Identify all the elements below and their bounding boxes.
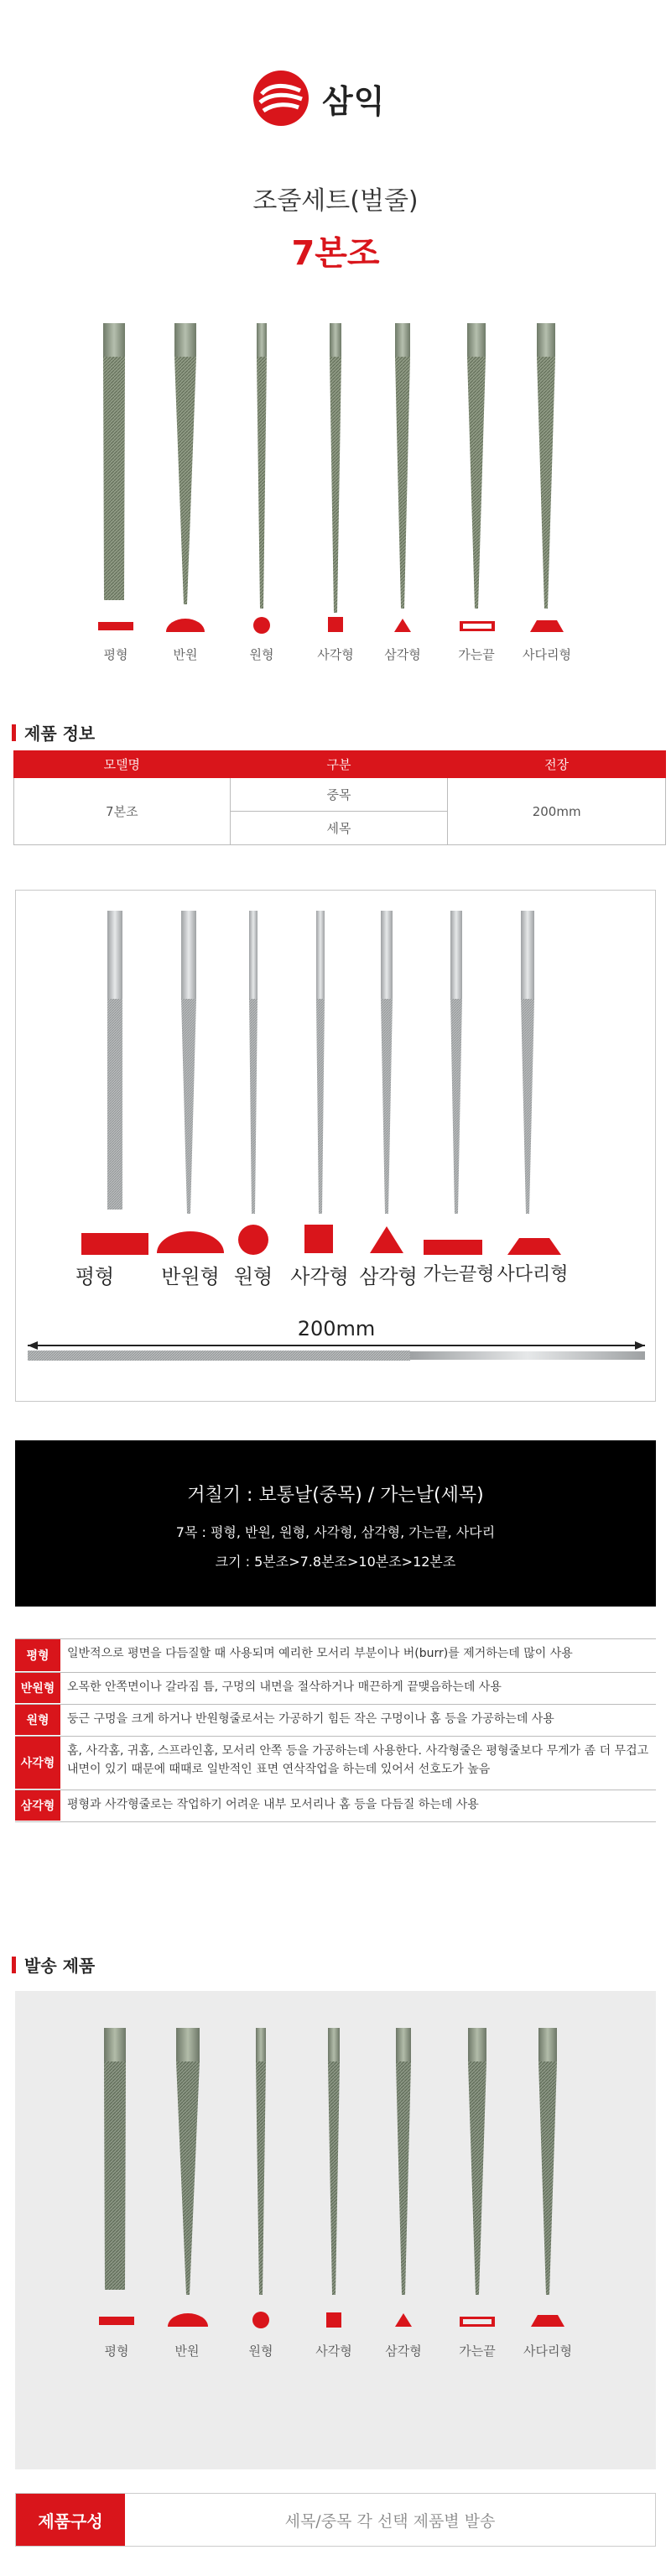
photo-shape-label: 삼각형 <box>359 1265 418 1288</box>
description-key: 반원형 <box>15 1673 60 1704</box>
description-text: 평형과 사각형줄로는 작업하기 어려운 내부 모서리나 홈 등을 다듬질 하는데 사용 <box>67 1798 479 1811</box>
square-shape-icon <box>328 617 343 632</box>
section-accent-bar <box>12 1957 16 1973</box>
shipping-file-drawing <box>15 1991 656 2469</box>
photo-file-flat <box>107 911 122 1210</box>
shape-label: 반원 <box>173 647 198 662</box>
shipping-section-heading <box>12 1952 95 1977</box>
description-key: 삼각형 <box>15 1790 60 1821</box>
trapezoid-shape-icon <box>531 2315 564 2327</box>
file-knife <box>467 323 486 609</box>
flat-shape-icon <box>81 1233 148 1255</box>
trapezoid-shape-icon <box>507 1238 561 1255</box>
spec-section-heading <box>12 720 95 745</box>
photo-file-half-round <box>181 911 196 1214</box>
description-key: 원형 <box>15 1705 60 1736</box>
photo-file-trapezoid <box>521 911 534 1214</box>
photo-shape-label: 가는끝형 <box>423 1264 495 1285</box>
ship-file-knife <box>468 2028 486 2295</box>
composition-key: 제품구성 <box>16 2494 125 2546</box>
photo-shape-label: 반원형 <box>161 1265 220 1288</box>
long-file-toothed <box>28 1351 410 1361</box>
section-accent-bar <box>12 724 16 741</box>
ship-shape-label: 사다리형 <box>523 2343 572 2359</box>
shape-label: 사각형 <box>317 647 354 662</box>
triangle-shape-icon <box>395 2313 412 2327</box>
spec-grade-cell: 중목 <box>230 778 448 812</box>
brand-name: 삼익 <box>322 82 386 120</box>
file-triangle <box>395 323 410 609</box>
ship-file-square <box>328 2028 340 2295</box>
spec-header-grade: 구분 <box>230 751 448 778</box>
shipping-section-title: 발송 제품 <box>24 1956 96 1976</box>
description-row <box>15 1705 656 1737</box>
samik-logo-icon <box>252 69 310 128</box>
description-text: 오목한 안쪽면이나 갈라짐 틈, 구멍의 내면을 절삭하거나 매끈하게 끝맺음하는데 사용 <box>67 1680 502 1694</box>
shape-label: 사다리형 <box>523 647 571 662</box>
product-composition-row <box>15 2493 656 2547</box>
file-round <box>257 323 267 609</box>
square-shape-icon <box>304 1225 333 1253</box>
description-key: 평형 <box>15 1639 60 1672</box>
photo-file-triangle <box>381 911 393 1214</box>
ship-shape-label: 가는끝 <box>459 2343 496 2359</box>
description-row <box>15 1790 656 1822</box>
ship-shape-label: 원형 <box>248 2343 273 2359</box>
half-round-shape-icon <box>168 2313 208 2327</box>
ship-shape-label: 반원 <box>174 2343 200 2359</box>
ship-file-half-round <box>176 2028 200 2295</box>
description-row <box>15 1639 656 1673</box>
product-category: 조줄세트(벌줄) <box>252 186 419 216</box>
flat-shape-icon <box>98 622 133 630</box>
round-shape-icon <box>238 1225 268 1255</box>
ship-file-flat <box>104 2028 126 2290</box>
file-flat <box>103 323 125 600</box>
shape-description-table <box>15 1638 656 1822</box>
info-shapes: 7목 : 평형, 반원, 원형, 사각형, 삼각형, 가는끝, 사다리 <box>175 1524 496 1540</box>
photo-shape-label: 사다리형 <box>497 1264 569 1285</box>
trapezoid-shape-icon <box>530 620 564 632</box>
product-photo-panel <box>15 890 656 1402</box>
round-shape-icon <box>253 617 270 634</box>
info-sizes: 크기 : 5본조>7.8본조>10본조>12본조 <box>215 1554 456 1570</box>
ship-shape-label: 삼각형 <box>385 2343 422 2359</box>
photo-shape-label: 원형 <box>233 1265 273 1288</box>
shipping-photo-panel <box>15 1991 656 2469</box>
square-shape-icon <box>326 2312 341 2328</box>
description-text: 일반적으로 평면을 다듬질할 때 사용되며 예리한 모서리 부분이나 버(burr)를 제거하는데 많이 사용 <box>67 1647 573 1660</box>
ship-file-round <box>256 2028 266 2295</box>
description-row <box>15 1673 656 1705</box>
ship-shape-label: 사각형 <box>315 2343 352 2359</box>
description-key: 사각형 <box>15 1737 60 1790</box>
description-text: 둥근 구멍을 크게 하거나 반원형줄로서는 가공하기 힘든 작은 구멍이나 홈 등을 가공하는데 사용 <box>67 1712 554 1726</box>
file-lineup-drawing <box>0 323 671 676</box>
spec-table <box>13 750 666 845</box>
ship-file-triangle <box>396 2028 411 2295</box>
product-set-title: 7본조 <box>291 234 380 273</box>
shape-label: 원형 <box>249 647 274 662</box>
triangle-shape-icon <box>394 619 411 632</box>
flat-shape-icon <box>99 2317 134 2325</box>
length-label: 200mm <box>297 1317 376 1340</box>
info-roughness: 거칠기 : 보통날(중목) / 가는날(세목) <box>187 1485 484 1506</box>
photo-file-knife <box>450 911 462 1214</box>
ship-shape-label: 평형 <box>104 2343 129 2359</box>
long-file-tang <box>410 1351 645 1360</box>
spec-section-title: 제품 정보 <box>24 724 96 744</box>
triangle-shape-icon <box>370 1226 403 1253</box>
file-half-round <box>174 323 196 604</box>
knife-shape-icon <box>424 1240 482 1255</box>
file-square <box>330 323 341 613</box>
spec-model-cell: 7본조 <box>14 778 231 845</box>
spec-length-cell: 200mm <box>448 778 666 845</box>
spec-grade-cell: 세목 <box>230 812 448 845</box>
shape-label: 삼각형 <box>384 647 421 662</box>
shape-label: 가는끝 <box>458 647 495 662</box>
description-row <box>15 1737 656 1790</box>
photo-file-round <box>249 911 257 1214</box>
half-round-shape-icon <box>166 619 205 632</box>
half-round-shape-icon <box>157 1231 224 1253</box>
composition-value: 세목/중목 각 선택 제품별 발송 <box>284 2511 496 2531</box>
shape-label: 평형 <box>103 647 128 662</box>
file-trapezoid <box>537 323 555 609</box>
spec-info-band <box>15 1440 656 1607</box>
spec-header-length: 전장 <box>448 751 666 778</box>
brand-logo <box>252 69 436 128</box>
photo-shape-label: 평형 <box>75 1265 115 1288</box>
round-shape-icon <box>252 2312 269 2328</box>
ship-file-trapezoid <box>538 2028 557 2295</box>
photo-file-square <box>316 911 325 1214</box>
description-text: 홈, 사각홈, 귀홈, 스프라인홈, 모서리 안쪽 등을 가공하는데 사용한다. 사각형줄은 평형줄보다 무게가 좀 더 무겁고 내면이 있기 때문에 때때로 일반적인 표면 연삭작업을 하는데 있어서 선호도가 높음 <box>67 1744 649 1776</box>
photo-shape-label: 사각형 <box>290 1265 349 1288</box>
file-lineup-top <box>0 323 671 676</box>
spec-header-model: 모델명 <box>14 751 231 778</box>
